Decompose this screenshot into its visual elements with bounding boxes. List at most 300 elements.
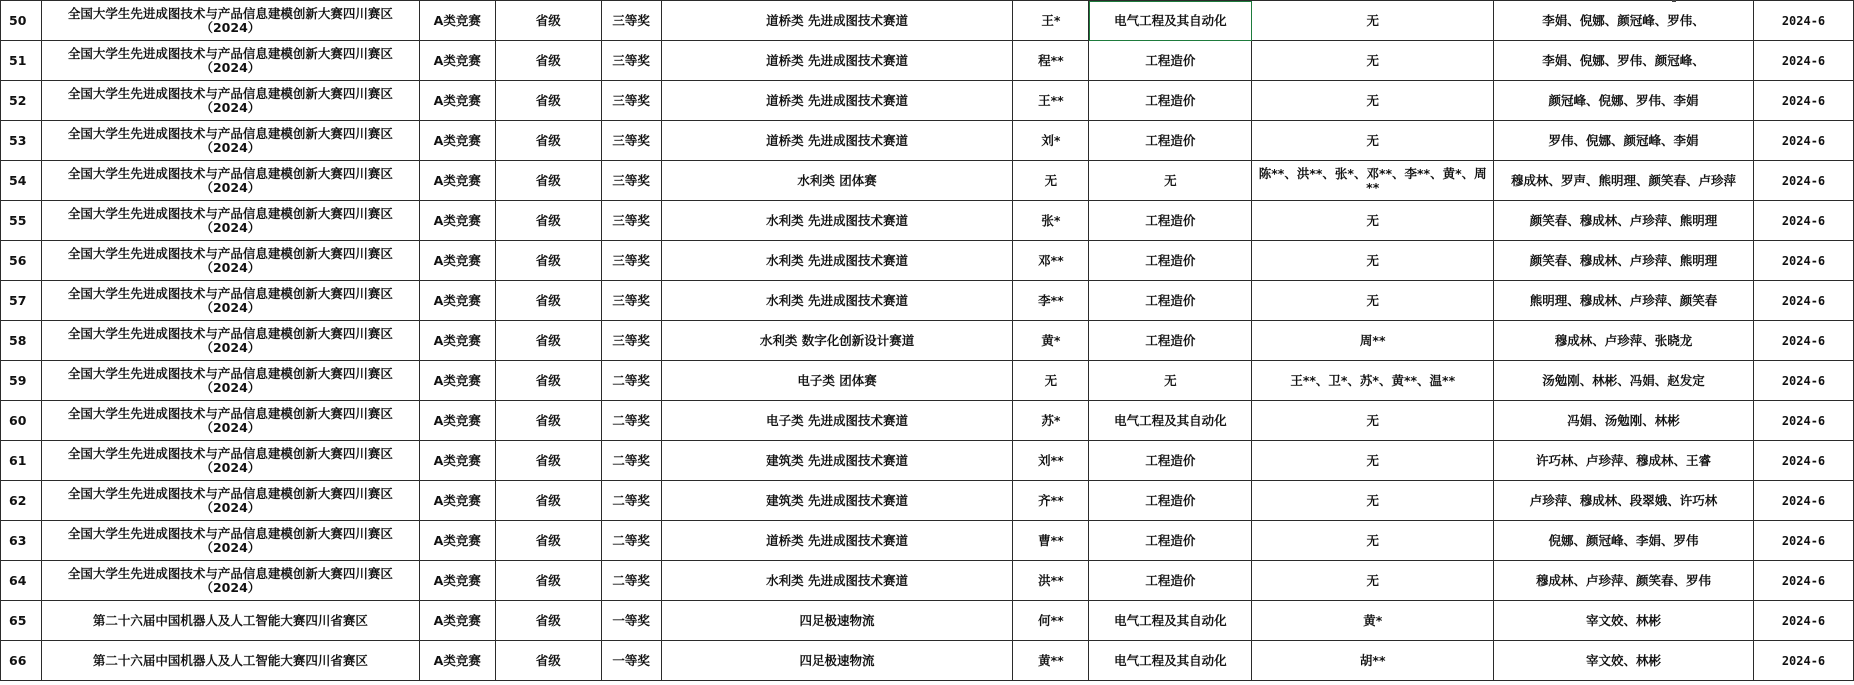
cell-date[interactable] bbox=[1753, 281, 1853, 321]
cell-team-members[interactable] bbox=[1252, 1, 1494, 41]
cell-advisors-text: 冯娟、汤勉刚、林彬 bbox=[1567, 412, 1680, 428]
cell-row-number[interactable] bbox=[1, 81, 42, 121]
cell-row-number-text: 60 bbox=[9, 412, 27, 428]
cell-track[interactable] bbox=[661, 121, 1013, 161]
competition-name-line1: 全国大学生先进成图技术与产品信息建模创新大赛四川赛区 bbox=[67, 85, 393, 101]
cell-student[interactable] bbox=[1013, 201, 1089, 241]
cell-competition-level-text: A类竞赛 bbox=[433, 132, 481, 148]
cell-row-number[interactable] bbox=[1, 321, 42, 361]
cell-award[interactable] bbox=[601, 441, 661, 481]
cell-competition-level-text: A类竞赛 bbox=[433, 252, 481, 268]
cell-row-number[interactable] bbox=[1, 441, 42, 481]
cell-competition-name[interactable] bbox=[41, 1, 419, 41]
competition-name-line1: 第二十六届中国机器人及人工智能大赛四川省赛区 bbox=[92, 652, 368, 668]
cell-major[interactable] bbox=[1089, 81, 1252, 121]
cell-date[interactable] bbox=[1753, 321, 1853, 361]
competition-name-line1: 全国大学生先进成图技术与产品信息建模创新大赛四川赛区 bbox=[67, 485, 393, 501]
cell-scope-text: 省级 bbox=[535, 92, 561, 108]
cell-major[interactable] bbox=[1089, 441, 1252, 481]
competition-name-line2: （2024） bbox=[200, 259, 261, 275]
cell-date-text: 2024-6 bbox=[1781, 653, 1826, 668]
cell-track[interactable] bbox=[661, 641, 1013, 681]
cell-advisors[interactable] bbox=[1494, 81, 1754, 121]
cell-major[interactable] bbox=[1089, 1, 1252, 41]
cell-competition-name[interactable] bbox=[41, 241, 419, 281]
cell-track-text: 电子类 团体赛 bbox=[797, 372, 877, 388]
cell-scope[interactable] bbox=[495, 441, 601, 481]
cell-award-text: 二等奖 bbox=[612, 572, 650, 588]
cell-award-text: 三等奖 bbox=[612, 52, 650, 68]
cell-row-number-text: 51 bbox=[9, 52, 27, 68]
cell-award[interactable] bbox=[601, 481, 661, 521]
cell-scope[interactable] bbox=[495, 161, 601, 201]
cell-date-text: 2024-6 bbox=[1781, 133, 1826, 148]
cell-advisors-text: 颜冠峰、倪娜、罗伟、李娟 bbox=[1548, 92, 1699, 108]
cell-date[interactable] bbox=[1753, 481, 1853, 521]
cell-award-text: 三等奖 bbox=[612, 252, 650, 268]
cell-scope[interactable] bbox=[495, 201, 601, 241]
cell-scope[interactable] bbox=[495, 561, 601, 601]
cell-track[interactable] bbox=[661, 281, 1013, 321]
cell-date[interactable] bbox=[1753, 561, 1853, 601]
cell-advisors[interactable] bbox=[1494, 281, 1754, 321]
cell-track-text: 水利类 先进成图技术赛道 bbox=[766, 212, 908, 228]
cell-competition-level-text: A类竞赛 bbox=[433, 652, 481, 668]
cell-team-members-text: 无 bbox=[1366, 252, 1379, 268]
cell-competition-level-text: A类竞赛 bbox=[433, 172, 481, 188]
cell-award[interactable] bbox=[601, 161, 661, 201]
cell-advisors[interactable] bbox=[1494, 1, 1754, 41]
cell-major[interactable] bbox=[1089, 481, 1252, 521]
cell-student-text: 无 bbox=[1044, 172, 1058, 188]
cell-date[interactable] bbox=[1753, 201, 1853, 241]
cell-advisors[interactable] bbox=[1494, 241, 1754, 281]
cell-major[interactable] bbox=[1089, 641, 1252, 681]
cell-date-text: 2024-6 bbox=[1781, 493, 1826, 508]
cell-advisors[interactable] bbox=[1494, 121, 1754, 161]
cell-student[interactable] bbox=[1013, 441, 1089, 481]
cell-major-text: 工程造价 bbox=[1145, 532, 1196, 548]
cell-date[interactable] bbox=[1753, 361, 1853, 401]
cell-track-text: 水利类 先进成图技术赛道 bbox=[766, 572, 908, 588]
cell-advisors[interactable] bbox=[1494, 441, 1754, 481]
cell-major-text: 工程造价 bbox=[1145, 292, 1196, 308]
cell-award[interactable] bbox=[601, 601, 661, 641]
cell-scope[interactable] bbox=[495, 321, 601, 361]
cell-row-number[interactable] bbox=[1, 601, 42, 641]
cell-competition-level[interactable] bbox=[419, 641, 495, 681]
competition-name-line2: （2024） bbox=[200, 339, 261, 355]
cell-student[interactable] bbox=[1013, 361, 1089, 401]
cell-row-number[interactable] bbox=[1, 481, 42, 521]
cell-row-number-text: 53 bbox=[9, 132, 27, 148]
cell-team-members-text: 无 bbox=[1366, 572, 1379, 588]
cell-team-members[interactable] bbox=[1252, 321, 1494, 361]
cell-team-members[interactable] bbox=[1252, 81, 1494, 121]
cell-team-members-text: 周** bbox=[1359, 332, 1386, 348]
table-row bbox=[1, 561, 1854, 601]
cell-track[interactable] bbox=[661, 361, 1013, 401]
cell-competition-level[interactable] bbox=[419, 81, 495, 121]
cell-track-text: 水利类 先进成图技术赛道 bbox=[766, 252, 908, 268]
cell-track[interactable] bbox=[661, 601, 1013, 641]
cell-competition-name[interactable] bbox=[41, 441, 419, 481]
table-row bbox=[1, 361, 1854, 401]
competition-name-line2: （2024） bbox=[200, 59, 261, 75]
cell-major-text: 工程造价 bbox=[1145, 452, 1196, 468]
cell-team-members-text: 无 bbox=[1366, 292, 1379, 308]
cell-scope[interactable] bbox=[495, 241, 601, 281]
cell-major[interactable] bbox=[1089, 321, 1252, 361]
cell-date-text: 2024-6 bbox=[1781, 413, 1826, 428]
competition-name-line2: （2024） bbox=[200, 139, 261, 155]
cell-row-number[interactable] bbox=[1, 161, 42, 201]
cell-competition-level[interactable] bbox=[419, 521, 495, 561]
cell-advisors[interactable] bbox=[1494, 481, 1754, 521]
cell-row-number[interactable] bbox=[1, 1, 42, 41]
cell-team-members[interactable] bbox=[1252, 401, 1494, 441]
cell-advisors[interactable] bbox=[1494, 601, 1754, 641]
cell-scope[interactable] bbox=[495, 641, 601, 681]
cell-competition-level[interactable] bbox=[419, 441, 495, 481]
table-row bbox=[1, 241, 1854, 281]
table-row bbox=[1, 401, 1854, 441]
cell-student[interactable] bbox=[1013, 41, 1089, 81]
cell-competition-level[interactable] bbox=[419, 601, 495, 641]
cell-student[interactable] bbox=[1013, 121, 1089, 161]
cell-advisors[interactable] bbox=[1494, 641, 1754, 681]
cell-date-text: 2024-6 bbox=[1781, 533, 1826, 548]
cell-advisors[interactable] bbox=[1494, 41, 1754, 81]
cell-scope[interactable] bbox=[495, 361, 601, 401]
cell-advisors[interactable] bbox=[1494, 361, 1754, 401]
competition-name-line2: （2024） bbox=[200, 179, 261, 195]
cell-scope-text: 省级 bbox=[535, 572, 561, 588]
cell-student[interactable] bbox=[1013, 281, 1089, 321]
cell-major[interactable] bbox=[1089, 401, 1252, 441]
cell-award-text: 三等奖 bbox=[612, 332, 650, 348]
cell-date[interactable] bbox=[1753, 241, 1853, 281]
table-row bbox=[1, 521, 1854, 561]
cell-competition-level[interactable] bbox=[419, 481, 495, 521]
cell-track-text: 四足极速物流 bbox=[799, 652, 875, 668]
cell-date[interactable] bbox=[1753, 81, 1853, 121]
cell-track[interactable] bbox=[661, 441, 1013, 481]
cell-student[interactable] bbox=[1013, 521, 1089, 561]
cell-team-members[interactable] bbox=[1252, 481, 1494, 521]
cell-date[interactable] bbox=[1753, 521, 1853, 561]
cell-row-number[interactable] bbox=[1, 641, 42, 681]
cell-row-number[interactable] bbox=[1, 41, 42, 81]
cell-competition-name[interactable] bbox=[41, 601, 419, 641]
cell-track[interactable] bbox=[661, 561, 1013, 601]
cell-advisors-text: 宰文姣、林彬 bbox=[1586, 652, 1662, 668]
table-row bbox=[1, 321, 1854, 361]
cell-date[interactable] bbox=[1753, 641, 1853, 681]
cell-competition-level[interactable] bbox=[419, 361, 495, 401]
cell-date-text: 2024-6 bbox=[1781, 293, 1826, 308]
cell-row-number[interactable] bbox=[1, 121, 42, 161]
cell-team-members[interactable] bbox=[1252, 161, 1494, 201]
cell-track[interactable] bbox=[661, 401, 1013, 441]
cell-competition-level[interactable] bbox=[419, 121, 495, 161]
competition-name-line1: 全国大学生先进成图技术与产品信息建模创新大赛四川赛区 bbox=[67, 365, 393, 381]
cell-competition-level[interactable] bbox=[419, 241, 495, 281]
table-row bbox=[1, 281, 1854, 321]
cell-student-text: 齐** bbox=[1038, 492, 1064, 508]
competition-name-line2: （2024） bbox=[200, 419, 261, 435]
cell-competition-level-text: A类竞赛 bbox=[433, 12, 481, 28]
cell-competition-level[interactable] bbox=[419, 281, 495, 321]
cell-team-members[interactable] bbox=[1252, 561, 1494, 601]
cell-award[interactable] bbox=[601, 201, 661, 241]
cell-competition-name[interactable] bbox=[41, 641, 419, 681]
cell-major-text: 工程造价 bbox=[1145, 492, 1196, 508]
cell-award[interactable] bbox=[601, 281, 661, 321]
cell-award[interactable] bbox=[601, 241, 661, 281]
cell-advisors[interactable] bbox=[1494, 201, 1754, 241]
cell-student-text: 曹** bbox=[1038, 532, 1064, 548]
cell-team-members[interactable] bbox=[1252, 201, 1494, 241]
cell-scope[interactable] bbox=[495, 521, 601, 561]
cell-competition-level[interactable] bbox=[419, 321, 495, 361]
cell-date-text: 2024-6 bbox=[1781, 573, 1826, 588]
cell-scope-text: 省级 bbox=[535, 252, 561, 268]
cell-competition-name[interactable] bbox=[41, 81, 419, 121]
cell-row-number[interactable] bbox=[1, 241, 42, 281]
cell-award-text: 三等奖 bbox=[612, 12, 650, 28]
cell-row-number-text: 59 bbox=[9, 372, 27, 388]
cell-competition-name[interactable] bbox=[41, 561, 419, 601]
cell-award[interactable] bbox=[601, 41, 661, 81]
cell-award-text: 二等奖 bbox=[612, 452, 650, 468]
cell-competition-name[interactable] bbox=[41, 41, 419, 81]
cell-team-members[interactable] bbox=[1252, 281, 1494, 321]
cell-scope[interactable] bbox=[495, 121, 601, 161]
cell-competition-name[interactable] bbox=[41, 281, 419, 321]
cell-team-members[interactable] bbox=[1252, 241, 1494, 281]
cell-competition-level-text: A类竞赛 bbox=[433, 452, 481, 468]
cell-award[interactable] bbox=[601, 521, 661, 561]
cell-competition-level[interactable] bbox=[419, 201, 495, 241]
cell-scope-text: 省级 bbox=[535, 132, 561, 148]
cell-row-number[interactable] bbox=[1, 201, 42, 241]
cell-competition-level[interactable] bbox=[419, 561, 495, 601]
cell-date[interactable] bbox=[1753, 121, 1853, 161]
cell-student[interactable] bbox=[1013, 81, 1089, 121]
cell-scope-text: 省级 bbox=[535, 332, 561, 348]
cell-scope[interactable] bbox=[495, 41, 601, 81]
competition-name-line1: 全国大学生先进成图技术与产品信息建模创新大赛四川赛区 bbox=[67, 125, 393, 141]
cell-row-number-text: 50 bbox=[9, 12, 27, 28]
cell-scope-text: 省级 bbox=[535, 532, 561, 548]
cell-award-text: 一等奖 bbox=[612, 652, 650, 668]
cell-major[interactable] bbox=[1089, 561, 1252, 601]
cell-competition-level[interactable] bbox=[419, 1, 495, 41]
cell-award[interactable] bbox=[601, 361, 661, 401]
cell-scope-text: 省级 bbox=[535, 372, 561, 388]
cell-date[interactable] bbox=[1753, 441, 1853, 481]
cell-track[interactable] bbox=[661, 481, 1013, 521]
cell-major[interactable] bbox=[1089, 361, 1252, 401]
cell-student[interactable] bbox=[1013, 481, 1089, 521]
cell-date[interactable] bbox=[1753, 41, 1853, 81]
cell-major[interactable] bbox=[1089, 41, 1252, 81]
cell-track-text: 水利类 先进成图技术赛道 bbox=[766, 292, 908, 308]
cell-student[interactable] bbox=[1013, 1, 1089, 41]
cell-track[interactable] bbox=[661, 1, 1013, 41]
cell-row-number-text: 65 bbox=[9, 612, 27, 628]
cell-competition-name[interactable] bbox=[41, 401, 419, 441]
competition-name-line1: 全国大学生先进成图技术与产品信息建模创新大赛四川赛区 bbox=[67, 165, 393, 181]
cell-date[interactable] bbox=[1753, 1, 1853, 41]
cell-award[interactable] bbox=[601, 641, 661, 681]
cell-track-text: 电子类 先进成图技术赛道 bbox=[766, 412, 908, 428]
cell-major[interactable] bbox=[1089, 241, 1252, 281]
cell-major[interactable] bbox=[1089, 281, 1252, 321]
cell-major-text: 工程造价 bbox=[1145, 132, 1196, 148]
cell-award[interactable] bbox=[601, 401, 661, 441]
cell-row-number[interactable] bbox=[1, 361, 42, 401]
cell-track[interactable] bbox=[661, 81, 1013, 121]
cell-competition-level-text: A类竞赛 bbox=[433, 372, 481, 388]
cell-scope[interactable] bbox=[495, 1, 601, 41]
cell-row-number[interactable] bbox=[1, 521, 42, 561]
cell-competition-name[interactable] bbox=[41, 321, 419, 361]
cell-competition-level[interactable] bbox=[419, 41, 495, 81]
cell-team-members[interactable] bbox=[1252, 521, 1494, 561]
cell-major-text: 工程造价 bbox=[1145, 212, 1196, 228]
cell-track-text: 道桥类 先进成图技术赛道 bbox=[766, 92, 908, 108]
cell-scope-text: 省级 bbox=[535, 612, 561, 628]
cell-competition-level[interactable] bbox=[419, 401, 495, 441]
table-row bbox=[1, 1, 1854, 41]
cell-student[interactable] bbox=[1013, 401, 1089, 441]
cell-student[interactable] bbox=[1013, 241, 1089, 281]
cell-competition-name[interactable] bbox=[41, 481, 419, 521]
cell-competition-level-text: A类竞赛 bbox=[433, 572, 481, 588]
cell-team-members[interactable] bbox=[1252, 601, 1494, 641]
cell-award-text: 二等奖 bbox=[612, 492, 650, 508]
cell-date-text: 2024-6 bbox=[1781, 53, 1826, 68]
cell-competition-name[interactable] bbox=[41, 201, 419, 241]
cell-team-members[interactable] bbox=[1252, 41, 1494, 81]
cell-date-text: 2024-6 bbox=[1781, 213, 1826, 228]
cell-row-number-text: 52 bbox=[9, 92, 27, 108]
cell-award-text: 二等奖 bbox=[612, 532, 650, 548]
cell-competition-name[interactable] bbox=[41, 161, 419, 201]
cell-scope[interactable] bbox=[495, 281, 601, 321]
cell-advisors[interactable] bbox=[1494, 521, 1754, 561]
cell-student[interactable] bbox=[1013, 561, 1089, 601]
cell-date-text: 2024-6 bbox=[1781, 613, 1826, 628]
competition-name-line2: （2024） bbox=[200, 579, 261, 595]
competition-name-line2: （2024） bbox=[200, 499, 261, 515]
cell-advisors[interactable] bbox=[1494, 401, 1754, 441]
cell-advisors[interactable] bbox=[1494, 161, 1754, 201]
cell-scope-text: 省级 bbox=[535, 412, 561, 428]
cell-track[interactable] bbox=[661, 521, 1013, 561]
cell-date[interactable] bbox=[1753, 401, 1853, 441]
cell-date[interactable] bbox=[1753, 161, 1853, 201]
table-row bbox=[1, 121, 1854, 161]
cell-major[interactable] bbox=[1089, 521, 1252, 561]
cell-award[interactable] bbox=[601, 121, 661, 161]
cell-student-text: 李** bbox=[1038, 292, 1064, 308]
cell-competition-level[interactable] bbox=[419, 161, 495, 201]
competition-name-line1: 全国大学生先进成图技术与产品信息建模创新大赛四川赛区 bbox=[67, 45, 393, 61]
cell-track[interactable] bbox=[661, 161, 1013, 201]
cell-award[interactable] bbox=[601, 1, 661, 41]
cell-award[interactable] bbox=[601, 81, 661, 121]
cell-scope[interactable] bbox=[495, 401, 601, 441]
cell-major-text: 电气工程及其自动化 bbox=[1114, 612, 1227, 628]
cell-scope[interactable] bbox=[495, 81, 601, 121]
cell-major[interactable] bbox=[1089, 201, 1252, 241]
cell-advisors-text: 许巧林、卢珍萍、穆成林、王睿 bbox=[1536, 452, 1712, 468]
cell-track[interactable] bbox=[661, 201, 1013, 241]
cell-date[interactable] bbox=[1753, 601, 1853, 641]
cell-team-members[interactable] bbox=[1252, 641, 1494, 681]
cell-award[interactable] bbox=[601, 561, 661, 601]
cell-award-text: 三等奖 bbox=[612, 212, 650, 228]
cell-advisors[interactable] bbox=[1494, 321, 1754, 361]
cell-team-members-text: 无 bbox=[1366, 212, 1379, 228]
cell-row-number[interactable] bbox=[1, 401, 42, 441]
cell-scope[interactable] bbox=[495, 601, 601, 641]
competition-name-line1: 全国大学生先进成图技术与产品信息建模创新大赛四川赛区 bbox=[67, 525, 393, 541]
cell-major[interactable] bbox=[1089, 121, 1252, 161]
cell-major-text: 电气工程及其自动化 bbox=[1114, 652, 1227, 668]
table-row bbox=[1, 81, 1854, 121]
cell-track-text: 建筑类 先进成图技术赛道 bbox=[766, 452, 908, 468]
cell-track[interactable] bbox=[661, 321, 1013, 361]
cell-scope[interactable] bbox=[495, 481, 601, 521]
cell-major[interactable] bbox=[1089, 601, 1252, 641]
cell-team-members-text: 黄* bbox=[1363, 612, 1383, 628]
cell-student[interactable] bbox=[1013, 161, 1089, 201]
cell-competition-name[interactable] bbox=[41, 521, 419, 561]
cell-advisors-text: 罗伟、倪娜、颜冠峰、李娟 bbox=[1548, 132, 1699, 148]
cell-competition-name[interactable] bbox=[41, 361, 419, 401]
cell-row-number[interactable] bbox=[1, 281, 42, 321]
cell-student[interactable] bbox=[1013, 321, 1089, 361]
cell-award-text: 三等奖 bbox=[612, 172, 650, 188]
cell-scope-text: 省级 bbox=[535, 212, 561, 228]
cell-advisors[interactable] bbox=[1494, 561, 1754, 601]
cell-track-text: 建筑类 先进成图技术赛道 bbox=[766, 492, 908, 508]
cell-team-members[interactable] bbox=[1252, 361, 1494, 401]
cell-team-members[interactable] bbox=[1252, 121, 1494, 161]
cell-major[interactable] bbox=[1089, 161, 1252, 201]
cell-row-number[interactable] bbox=[1, 561, 42, 601]
cell-track[interactable] bbox=[661, 241, 1013, 281]
cell-competition-name[interactable] bbox=[41, 121, 419, 161]
cell-team-members[interactable] bbox=[1252, 441, 1494, 481]
cell-student-text: 何** bbox=[1038, 612, 1064, 628]
cell-row-number-text: 62 bbox=[9, 492, 27, 508]
cell-row-number-text: 61 bbox=[9, 452, 27, 468]
cell-award[interactable] bbox=[601, 321, 661, 361]
cell-student[interactable] bbox=[1013, 601, 1089, 641]
cell-advisors-text: 穆成林、卢珍萍、颜笑春、罗伟 bbox=[1536, 572, 1712, 588]
cell-advisors-text: 汤勉刚、林彬、冯娟、赵发定 bbox=[1542, 372, 1705, 388]
cell-major-text: 工程造价 bbox=[1145, 252, 1196, 268]
cell-major-text: 工程造价 bbox=[1145, 52, 1196, 68]
cell-student[interactable] bbox=[1013, 641, 1089, 681]
cell-track[interactable] bbox=[661, 41, 1013, 81]
cell-major-text: 电气工程及其自动化 bbox=[1114, 12, 1227, 28]
